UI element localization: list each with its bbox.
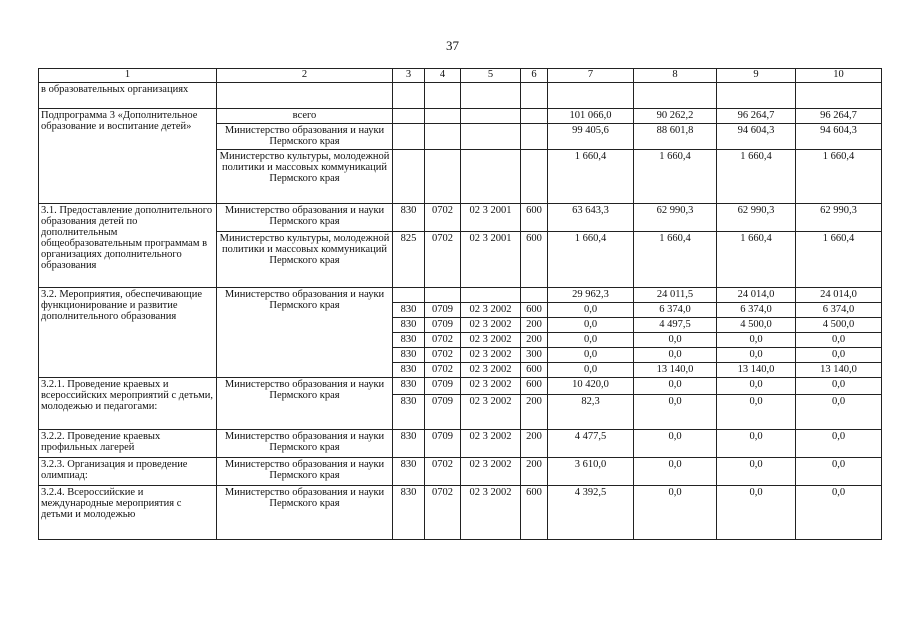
value-cell: 82,3 <box>548 395 634 430</box>
table-row <box>39 204 882 232</box>
value-cell: 29 962,3 <box>548 288 634 303</box>
value-cell: 1 660,4 <box>796 232 882 288</box>
code-cell: 830 <box>393 204 425 232</box>
value-cell: 0,0 <box>717 348 796 363</box>
code-cell: 0702 <box>425 333 461 348</box>
value-cell: 0,0 <box>796 486 882 540</box>
code-cell: 200 <box>521 458 548 486</box>
value-cell: 0,0 <box>548 348 634 363</box>
code-cell: 0702 <box>425 486 461 540</box>
code-cell: 02 3 2002 <box>461 378 521 395</box>
code-cell: 600 <box>521 303 548 318</box>
value-cell: 24 014,0 <box>717 288 796 303</box>
column-header: 7 <box>548 69 634 83</box>
value-cell: 1 660,4 <box>634 232 717 288</box>
value-cell: 0,0 <box>796 430 882 458</box>
code-cell: 300 <box>521 348 548 363</box>
value-cell: 13 140,0 <box>796 363 882 378</box>
value-cell: 63 643,3 <box>548 204 634 232</box>
table-row <box>39 378 882 395</box>
value-cell: 0,0 <box>634 395 717 430</box>
column-header: 9 <box>717 69 796 83</box>
value-cell: 10 420,0 <box>548 378 634 395</box>
code-cell: 02 3 2002 <box>461 430 521 458</box>
code-cell: 830 <box>393 430 425 458</box>
value-cell: 0,0 <box>796 333 882 348</box>
organization-cell: Министерство образования и науки Пермского края <box>217 486 393 540</box>
code-cell: 830 <box>393 348 425 363</box>
organization-cell: Министерство образования и науки Пермского края <box>217 124 393 150</box>
code-cell: 0709 <box>425 395 461 430</box>
code-cell: 02 3 2002 <box>461 303 521 318</box>
value-cell: 1 660,4 <box>548 150 634 204</box>
code-cell: 830 <box>393 486 425 540</box>
value-cell: 0,0 <box>796 395 882 430</box>
item-name-cell: 3.2.4. Всероссийские и международные мероприятия с детьми и молодежью <box>39 486 217 540</box>
value-cell: 62 990,3 <box>796 204 882 232</box>
code-cell: 830 <box>393 378 425 395</box>
organization-cell: Министерство образования и науки Пермского края <box>217 458 393 486</box>
value-cell: 0,0 <box>634 378 717 395</box>
value-cell: 94 604,3 <box>717 124 796 150</box>
value-cell: 4 500,0 <box>796 318 882 333</box>
code-cell: 0702 <box>425 204 461 232</box>
code-cell: 200 <box>521 395 548 430</box>
value-cell: 0,0 <box>548 318 634 333</box>
total-label-cell: всего <box>217 109 393 124</box>
value-cell: 96 264,7 <box>717 109 796 124</box>
organization-cell: Министерство образования и науки Пермского края <box>217 288 393 378</box>
value-cell: 0,0 <box>634 430 717 458</box>
code-cell: 200 <box>521 333 548 348</box>
value-cell: 0,0 <box>717 430 796 458</box>
table-row <box>39 486 882 540</box>
code-cell: 830 <box>393 395 425 430</box>
table-row <box>39 109 882 124</box>
column-number-row <box>39 69 882 83</box>
value-cell: 1 660,4 <box>548 232 634 288</box>
value-cell: 4 392,5 <box>548 486 634 540</box>
code-cell: 600 <box>521 232 548 288</box>
item-name-cell: Подпрограмма 3 «Дополнительное образование и воспитание детей» <box>39 109 217 204</box>
table-row <box>39 458 882 486</box>
item-name-cell: 3.2.1. Проведение краевых и всероссийских мероприятий с детьми, молодежью и педагогами: <box>39 378 217 430</box>
item-name-cell: 3.2. Мероприятия, обеспечивающие функционирование и развитие дополнительного образования <box>39 288 217 378</box>
value-cell: 24 014,0 <box>796 288 882 303</box>
value-cell: 0,0 <box>796 348 882 363</box>
item-name-cell: 3.1. Предоставление дополнительного образования детей по дополнительным общеобразовательным программам в организациях дополнительного образования <box>39 204 217 288</box>
organization-cell: Министерство образования и науки Пермского края <box>217 204 393 232</box>
value-cell: 3 610,0 <box>548 458 634 486</box>
value-cell: 62 990,3 <box>717 204 796 232</box>
value-cell: 0,0 <box>634 333 717 348</box>
code-cell: 200 <box>521 430 548 458</box>
value-cell: 1 660,4 <box>717 232 796 288</box>
value-cell: 4 500,0 <box>717 318 796 333</box>
code-cell: 830 <box>393 303 425 318</box>
page-number: 37 <box>446 38 459 53</box>
organization-cell: Министерство образования и науки Пермского края <box>217 430 393 458</box>
organization-cell: Министерство образования и науки Пермского края <box>217 378 393 430</box>
value-cell: 6 374,0 <box>634 303 717 318</box>
column-header: 3 <box>393 69 425 83</box>
code-cell: 02 3 2001 <box>461 204 521 232</box>
value-cell: 88 601,8 <box>634 124 717 150</box>
value-cell: 13 140,0 <box>717 363 796 378</box>
column-header: 10 <box>796 69 882 83</box>
value-cell: 99 405,6 <box>548 124 634 150</box>
code-cell: 600 <box>521 204 548 232</box>
value-cell: 0,0 <box>717 333 796 348</box>
code-cell: 825 <box>393 232 425 288</box>
column-header: 5 <box>461 69 521 83</box>
organization-cell: Министерство культуры, молодежной политики и массовых коммуникаций Пермского края <box>217 150 393 204</box>
code-cell: 0709 <box>425 303 461 318</box>
value-cell: 0,0 <box>717 458 796 486</box>
value-cell: 0,0 <box>634 348 717 363</box>
value-cell: 6 374,0 <box>796 303 882 318</box>
value-cell: 0,0 <box>634 458 717 486</box>
value-cell: 0,0 <box>634 486 717 540</box>
column-header: 6 <box>521 69 548 83</box>
organization-cell: Министерство культуры, молодежной политики и массовых коммуникаций Пермского края <box>217 232 393 288</box>
value-cell: 0,0 <box>548 363 634 378</box>
item-name-cell: в образовательных организациях <box>39 83 217 109</box>
value-cell: 6 374,0 <box>717 303 796 318</box>
item-name-cell: 3.2.3. Организация и проведение олимпиад: <box>39 458 217 486</box>
code-cell: 02 3 2002 <box>461 348 521 363</box>
code-cell: 600 <box>521 486 548 540</box>
item-name-cell: 3.2.2. Проведение краевых профильных лагерей <box>39 430 217 458</box>
value-cell: 1 660,4 <box>796 150 882 204</box>
code-cell: 02 3 2002 <box>461 363 521 378</box>
value-cell: 96 264,7 <box>796 109 882 124</box>
code-cell: 0702 <box>425 363 461 378</box>
value-cell: 0,0 <box>548 303 634 318</box>
code-cell: 200 <box>521 318 548 333</box>
code-cell: 0709 <box>425 318 461 333</box>
code-cell: 830 <box>393 363 425 378</box>
value-cell: 4 477,5 <box>548 430 634 458</box>
code-cell: 0709 <box>425 378 461 395</box>
code-cell: 600 <box>521 363 548 378</box>
column-header: 8 <box>634 69 717 83</box>
table-row <box>39 430 882 458</box>
column-header: 4 <box>425 69 461 83</box>
value-cell: 1 660,4 <box>634 150 717 204</box>
code-cell: 02 3 2002 <box>461 333 521 348</box>
value-cell: 24 011,5 <box>634 288 717 303</box>
code-cell: 830 <box>393 458 425 486</box>
value-cell: 0,0 <box>796 378 882 395</box>
code-cell: 0702 <box>425 348 461 363</box>
value-cell: 90 262,2 <box>634 109 717 124</box>
column-header: 2 <box>217 69 393 83</box>
code-cell: 02 3 2002 <box>461 486 521 540</box>
table-row <box>39 83 882 109</box>
code-cell: 02 3 2002 <box>461 458 521 486</box>
value-cell: 0,0 <box>548 333 634 348</box>
code-cell: 0702 <box>425 232 461 288</box>
code-cell: 600 <box>521 378 548 395</box>
code-cell: 830 <box>393 318 425 333</box>
code-cell: 0709 <box>425 430 461 458</box>
value-cell: 0,0 <box>717 378 796 395</box>
value-cell: 94 604,3 <box>796 124 882 150</box>
value-cell: 0,0 <box>717 486 796 540</box>
value-cell: 13 140,0 <box>634 363 717 378</box>
code-cell: 0702 <box>425 458 461 486</box>
column-header: 1 <box>39 69 217 83</box>
value-cell: 0,0 <box>717 395 796 430</box>
table-row <box>39 288 882 303</box>
code-cell: 02 3 2001 <box>461 232 521 288</box>
value-cell: 1 660,4 <box>717 150 796 204</box>
budget-table <box>38 68 882 540</box>
code-cell: 02 3 2002 <box>461 318 521 333</box>
code-cell: 02 3 2002 <box>461 395 521 430</box>
value-cell: 4 497,5 <box>634 318 717 333</box>
code-cell: 830 <box>393 333 425 348</box>
value-cell: 101 066,0 <box>548 109 634 124</box>
value-cell: 62 990,3 <box>634 204 717 232</box>
value-cell: 0,0 <box>796 458 882 486</box>
